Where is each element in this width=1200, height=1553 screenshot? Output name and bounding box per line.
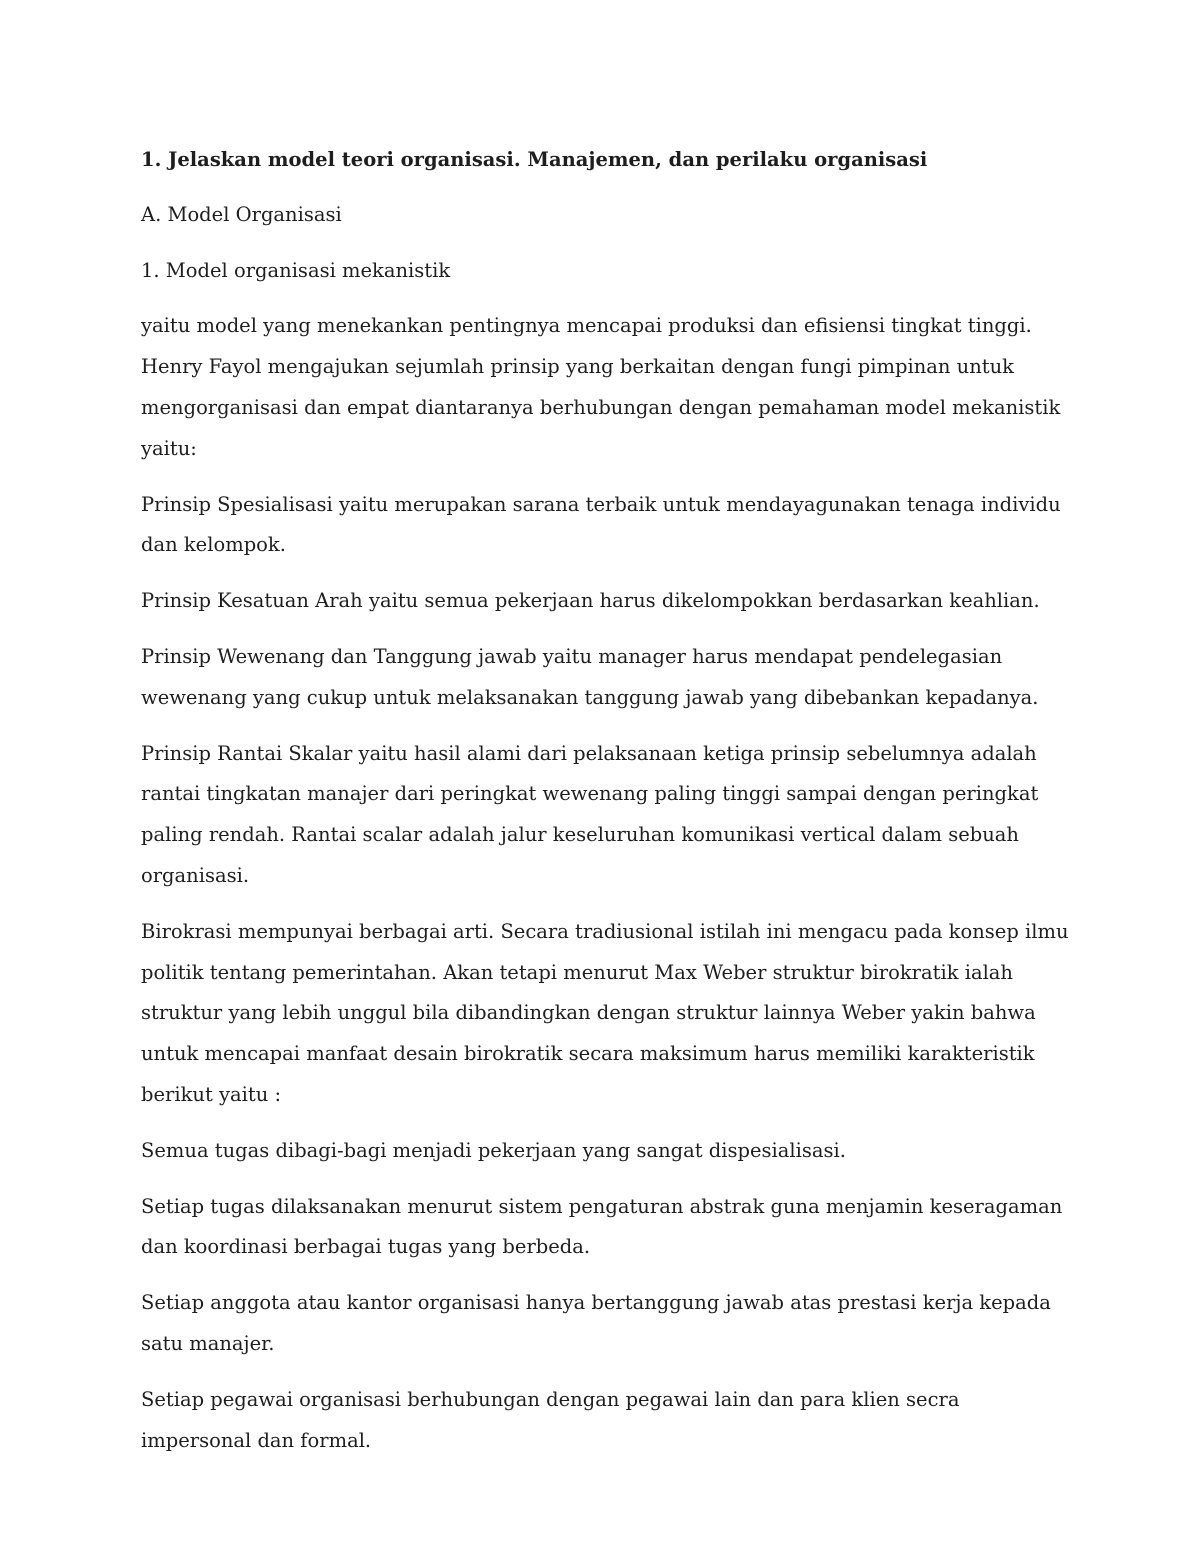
paragraph-prinsip-rantai-skalar: Prinsip Rantai Skalar yaitu hasil alami dari pelaksanaan ketiga prinsip sebelumnya adalah rantai tingkatan manajer dari peringkat wewenang paling tinggi sampai dengan peringkat paling rendah. Rantai scalar adalah jalur keseluruhan komunikasi vertical dalam sebuah organisasi. [141,741,1039,887]
paragraph-birokrasi: Birokrasi mempunyai berbagai arti. Secara tradiusional istilah ini mengacu pada konsep ilmu politik tentang pemerintahan. Akan tetapi menurut Max Weber struktur birokratik ialah struktur yang lebih unggul bila dibandingkan dengan struktur lainnya Weber yakin bahwa untuk mencapai manfaat desain birokratik secara maksimum harus memiliki karakteristik berikut yaitu : [141,919,1069,1106]
paragraph-prinsip-kesatuan-arah: Prinsip Kesatuan Arah yaitu semua pekerjaan harus dikelompokkan berdasarkan keahlian. [141,589,1040,613]
paragraph-impersonal-formal: Setiap pegawai organisasi berhubungan dengan pegawai lain dan para klien secra impersonal dan formal. [141,1387,960,1452]
subsection-heading-1: 1. Model organisasi mekanistik [141,258,451,282]
paragraph-mekanistik-intro: yaitu model yang menekankan pentingnya mencapai produksi dan efisiensi tingkat tinggi. Henry Fayol mengajukan sejumlah prinsip yang berkaitan dengan fungi pimpinan untuk mengorganisasi dan empat diantaranya berhubungan dengan pemahaman model mekanistik yaitu: [141,314,1061,460]
paragraph-satu-manajer: Setiap anggota atau kantor organisasi hanya bertanggung jawab atas prestasi kerja kepada satu manajer. [141,1291,1051,1355]
paragraph-prinsip-wewenang: Prinsip Wewenang dan Tanggung jawab yaitu manager harus mendapat pendelegasian wewenang yang cukup untuk melaksanakan tanggung jawab yang dibebankan kepadanya. [141,644,1039,709]
paragraph-tugas-dispesialisasi: Semua tugas dibagi-bagi menjadi pekerjaan yang sangat dispesialisasi. [141,1138,846,1162]
section-heading-a: A. Model Organisasi [141,202,342,226]
document-body [141,140,1071,1476]
paragraph-prinsip-spesialisasi: Prinsip Spesialisasi yaitu merupakan sarana terbaik untuk mendayagunakan tenaga individu dan kelompok. [141,492,1061,557]
paragraph-pengaturan-abstrak: Setiap tugas dilaksanakan menurut sistem pengaturan abstrak guna menjamin keseragaman dan koordinasi berbagai tugas yang berbeda. [141,1194,1063,1259]
question-heading: 1. Jelaskan model teori organisasi. Manajemen, dan perilaku organisasi [141,148,928,171]
